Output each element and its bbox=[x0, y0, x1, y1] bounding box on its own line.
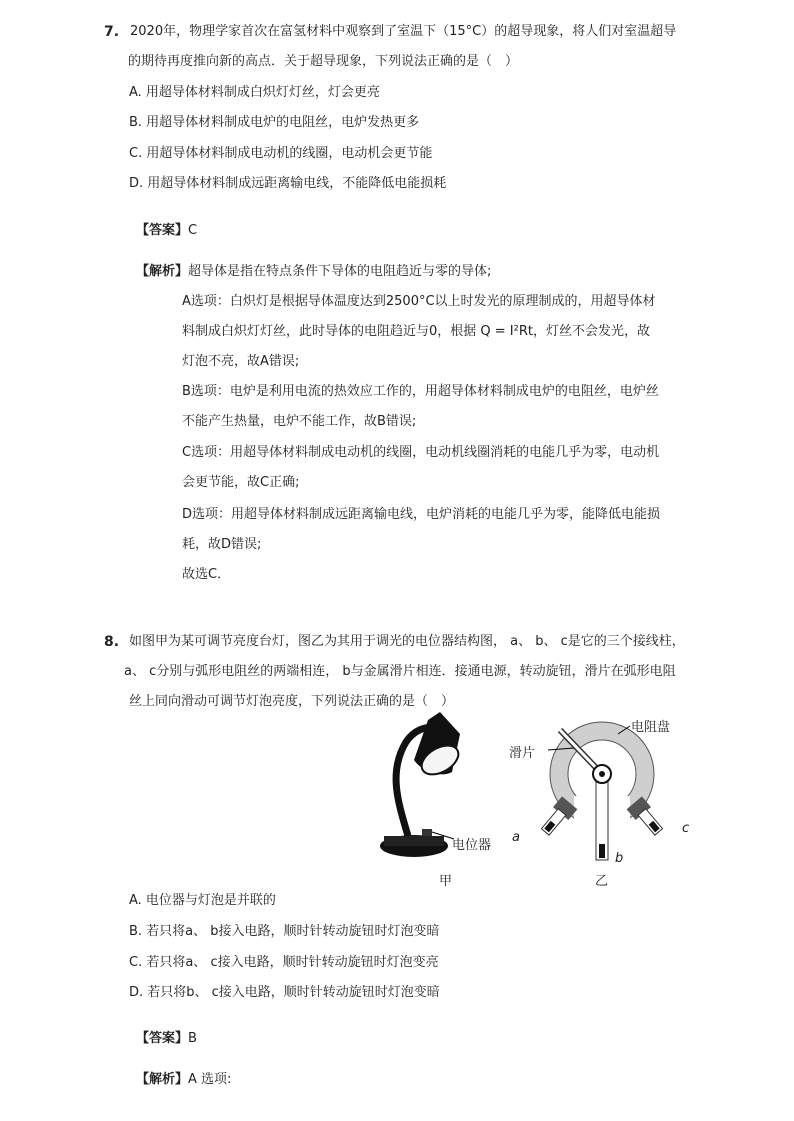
analysis-line: 灯泡不亮，故A错误; bbox=[182, 354, 300, 369]
analysis-line: D选项：用超导体材料制成远距离输电线，电炉消耗的电能几乎为零，能降低电能损 bbox=[182, 507, 661, 522]
analysis-line: 耗，故D错误; bbox=[182, 537, 262, 552]
analysis-line: 会更节能，故C正确; bbox=[182, 475, 300, 490]
question-8-option-b: B. 若只将a、 b接入电路，顺时针转动旋钮时灯泡变暗 bbox=[129, 924, 440, 939]
question-7-option-d: D. 用超导体材料制成远距离输电线，不能降低电能损耗 bbox=[129, 176, 447, 191]
question-8-analysis-intro bbox=[136, 1070, 231, 1090]
terminal-a-label: a bbox=[512, 830, 520, 845]
answer-label: 【答案】 bbox=[136, 1031, 189, 1046]
question-7-option-a: A. 用超导体材料制成白炽灯灯丝，灯会更亮 bbox=[129, 85, 380, 100]
question-8-option-c: C. 若只将a、 c接入电路，顺时针转动旋钮时灯泡变亮 bbox=[129, 955, 439, 970]
question-8-number: 8. bbox=[104, 634, 120, 650]
analysis-label: 【解析】 bbox=[136, 1072, 189, 1087]
question-7-option-b: B. 用超导体材料制成电炉的电阻丝，电炉发热更多 bbox=[129, 115, 420, 130]
question-7-stem-line-2: 的期待再度推向新的高点．关于超导现象，下列说法正确的是（ ） bbox=[128, 54, 519, 69]
answer-value: B bbox=[188, 1031, 197, 1046]
terminal-b-label: b bbox=[615, 851, 624, 866]
analysis-line: 料制成白炽灯灯丝，此时导体的电阻趋近与0，根据 Q = I²Rt，灯丝不会发光，故 bbox=[182, 324, 650, 339]
answer-value: C bbox=[188, 223, 198, 238]
pivot-center bbox=[599, 771, 605, 777]
desk-lamp-figure bbox=[370, 712, 510, 887]
analysis-line: 故选C． bbox=[182, 567, 231, 582]
question-8-option-a: A. 电位器与灯泡是并联的 bbox=[129, 893, 276, 908]
lamp-base-top bbox=[384, 836, 444, 846]
question-7-stem-line-1: 2020年，物理学家首次在富氢材料中观察到了室温下（15°C）的超导现象，将人们对室温超导 bbox=[130, 24, 677, 39]
question-8-answer bbox=[136, 1029, 197, 1049]
analysis-line: A选项：白炽灯是根据导体温度达到2500°C以上时发光的原理制成的，用超导体材 bbox=[182, 294, 656, 309]
analysis-label: 【解析】 bbox=[136, 264, 189, 279]
question-8-stem-line-1: 如图甲为某可调节亮度台灯，图乙为其用于调光的电位器结构图， a、 b、 c是它的三个接线柱， bbox=[129, 634, 685, 649]
slider-label: 滑片 bbox=[509, 746, 536, 761]
lamp-caption: 甲 bbox=[439, 874, 453, 889]
terminal-c-label: c bbox=[682, 821, 690, 836]
analysis-intro-text: 超导体是指在特点条件下导体的电阻趋近与零的导体; bbox=[188, 264, 492, 279]
analysis-intro-text: A 选项: bbox=[188, 1072, 232, 1087]
question-7-answer bbox=[136, 221, 197, 241]
question-7-option-c: C. 用超导体材料制成电动机的线圈，电动机会更节能 bbox=[129, 146, 433, 161]
disk-label: 电阻盘 bbox=[631, 720, 671, 735]
question-8-stem-line-3: 丝上同向滑动可调节灯泡亮度，下列说法正确的是（ ） bbox=[129, 694, 455, 709]
analysis-line: B选项：电炉是利用电流的热效应工作的，用超导体材料制成电炉的电阻丝，电炉丝 bbox=[182, 384, 659, 399]
question-7-analysis-intro bbox=[136, 262, 491, 282]
question-8-stem-line-2: a、 c分别与弧形电阻丝的两端相连， b与金属滑片相连．接通电源，转动旋钮，滑片在弧形电阻 bbox=[124, 664, 676, 679]
terminal-b-pin bbox=[599, 844, 605, 858]
potentiometer-caption: 乙 bbox=[595, 874, 609, 889]
question-8-option-d: D. 若只将b、 c接入电路，顺时针转动旋钮时灯泡变暗 bbox=[129, 985, 440, 1000]
potentiometer-figure bbox=[508, 712, 694, 872]
lamp-knob bbox=[422, 829, 432, 836]
analysis-line: 不能产生热量，电炉不能工作，故B错误; bbox=[182, 414, 417, 429]
analysis-line: C选项：用超导体材料制成电动机的线圈，电动机线圈消耗的电能几乎为零，电动机 bbox=[182, 445, 660, 460]
question-7-number: 7. bbox=[104, 24, 120, 40]
answer-label: 【答案】 bbox=[136, 223, 189, 238]
lamp-label: 电位器 bbox=[452, 838, 492, 853]
